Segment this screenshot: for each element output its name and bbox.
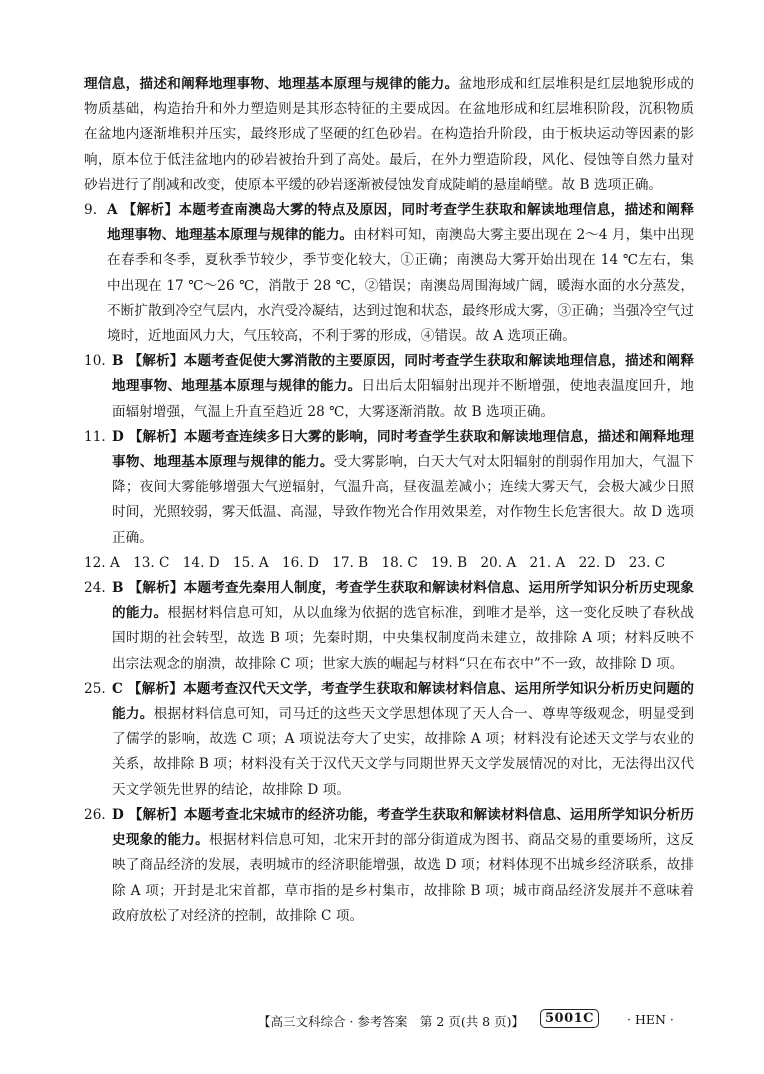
paper-code-badge: 5001C bbox=[540, 1009, 599, 1028]
item-text: 由材料可知，南澳岛大雾主要出现在 2～4 月，集中出现在春季和冬季，夏秋季节较少，季节变化较大，①正确；南澳岛大雾开始出现在 14 ℃左右，集中出现在 17 ℃～26 ℃，消散于 28 ℃，②错误；南澳岛周围海域广阔，暖海水面的水分蒸发，不断扩散到冷空气层内，水汽受冷凝结，达到过饱和状态，最终形成大雾，③正确；当强冷空气过境时，近地面风力大，气压较高，不利于雾的形成，④错误。故 A 选项正确。 bbox=[107, 227, 694, 345]
intro-lead: 理信息，描述和阐释地理事物、地理基本原理与规律的能力。 bbox=[84, 76, 459, 92]
intro-text: 盆地形成和红层堆积是红层地貌形成的物质基础，构造抬升和外力塑造则是其形态特征的主要成因。在盆地形成和红层堆积阶段，沉积物质在盆地内逐渐堆积并压实，最终形成了坚硬的红色砂岩。在构造抬升阶段，由于板块运动等因素的影响，原本位于低洼盆地内的砂岩被抬升到了高处。最后，在外力塑造阶段，风化、侵蚀等自然力量对砂岩进行了削减和改变，使原本平缓的砂岩逐渐被侵蚀发育成陡峭的悬崖峭壁。故 B 选项正确。 bbox=[84, 76, 694, 193]
answer-item: 14. D bbox=[182, 554, 220, 571]
item-text: 根据材料信息可知，北宋开封的部分街道成为图书、商品交易的重要场所，这反映了商品经济的发展，表明城市的经济职能增强，故选 D 项；材料体现不出城乡经济联系，故排除 A 项；开封是北宋首都，草市指的是乡村集市，故排除 B 项；城市商品经济发展并不意味着政府放松了对经济的控制，故排除 C 项。 bbox=[112, 832, 694, 924]
page-footer bbox=[0, 1008, 764, 1032]
item-q11 bbox=[84, 425, 694, 551]
item-number: 11. bbox=[84, 428, 106, 445]
item-text: 根据材料信息可知，司马迁的这些天文学思想体现了天人合一、尊卑等级观念，明显受到了儒学的影响，故选 C 项；A 项说法夸大了史实，故排除 A 项；材料没有论述天文学与农业的关系，故排除 B 项；材料没有关于汉代天文学与同期世界天文学发展情况的对比，无法得出汉代天文学领先世界的结论，故排除 D 项。 bbox=[112, 706, 694, 798]
item-number: 9. bbox=[84, 202, 98, 219]
item-number: 26. bbox=[84, 806, 106, 823]
item-head: C 【解析】本题考查汉代天文学，考查学生获取和解读材料信息、运用所学知识分析历史问题的能力。 bbox=[112, 680, 694, 723]
answer-item: 20. A bbox=[480, 554, 517, 571]
item-number: 25. bbox=[84, 680, 106, 697]
item-head: B 【解析】本题考查促使大雾消散的主要原因，同时考查学生获取和解读地理信息，描述和阐释地理事物、地理基本原理与规律的能力。 bbox=[112, 353, 694, 395]
answer-item: 22. D bbox=[578, 554, 616, 571]
item-head: B 【解析】本题考查先秦用人制度，考查学生获取和解读材料信息、运用所学知识分析历史现象的能力。 bbox=[112, 580, 694, 622]
item-q9 bbox=[84, 198, 694, 349]
answer-item: 23. C bbox=[628, 554, 666, 571]
paragraph-intro bbox=[84, 72, 694, 198]
item-number: 10. bbox=[84, 353, 106, 370]
item-head: A 【解析】本题考查南澳岛大雾的特点及原因，同时考查学生获取和解读地理信息，描述和阐释地理事物、地理基本原理与规律的能力。 bbox=[107, 202, 694, 244]
page-content bbox=[84, 72, 694, 929]
answer-item: 21. A bbox=[529, 554, 566, 571]
item-q26 bbox=[84, 803, 694, 929]
region-code: · HEN · bbox=[627, 1012, 674, 1027]
answer-item: 16. D bbox=[282, 554, 319, 571]
answer-item: 15. A bbox=[232, 554, 269, 571]
answer-item: 12. A bbox=[84, 554, 120, 571]
item-head: D 【解析】本题考查北宋城市的经济功能，考查学生获取和解读材料信息、运用所学知识分析历史现象的能力。 bbox=[112, 806, 694, 849]
item-head: D 【解析】本题考查连续多日大雾的影响，同时考查学生获取和解读地理信息，描述和阐释地理事物、地理基本原理与规律的能力。 bbox=[112, 428, 694, 471]
item-number: 24. bbox=[84, 580, 106, 597]
item-q25 bbox=[84, 677, 694, 803]
answer-item: 17. B bbox=[332, 554, 369, 571]
answer-item: 19. B bbox=[431, 554, 468, 571]
answer-item: 18. C bbox=[381, 554, 418, 571]
item-text: 受大雾影响，白天大气对太阳辐射的削弱作用加大，气温下降；夜间大雾能够增强大气逆辐射，气温升高，昼夜温差减小；连续大雾天气，会极大减少日照时间，光照较弱，雾天低温、高湿，导致作物光合作用效果差，对作物生长危害很大。故 D 选项正确。 bbox=[112, 454, 694, 546]
footer-title: 【高三文科综合 · 参考答案 第 2 页(共 8 页)】 bbox=[258, 1014, 524, 1029]
item-text: 日出后太阳辐射出现并不断增强，使地表温度回升，地面辐射增强，气温上升直至趋近 28 ℃，大雾逐渐消散。故 B 选项正确。 bbox=[112, 378, 695, 420]
item-q24 bbox=[84, 576, 694, 677]
answer-item: 13. C bbox=[133, 554, 170, 571]
item-text: 根据材料信息可知，从以血缘为依据的选官标准，到唯才是举，这一变化反映了春秋战国时期的社会转型，故选 B 项；先秦时期，中央集权制度尚未建立，故排除 A 项；材料反映不出宗法观念的崩溃，故排除 C 项；世家大族的崛起与材料“只在布衣中”不一致，故排除 D 项。 bbox=[112, 605, 694, 672]
item-q10 bbox=[84, 349, 694, 425]
answer-list bbox=[84, 551, 694, 576]
